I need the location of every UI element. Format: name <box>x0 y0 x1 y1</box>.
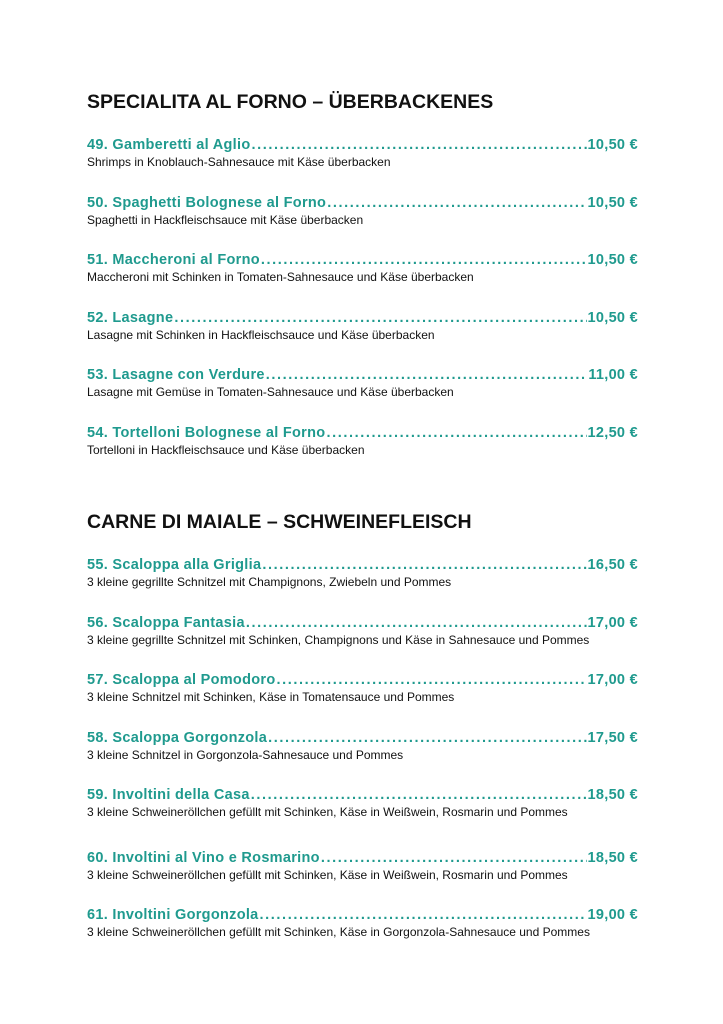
menu-item <box>87 729 638 787</box>
menu-item <box>87 786 638 844</box>
menu-item-name: 61. Involtini Gorgonzola <box>87 907 259 923</box>
menu-item-description: 3 kleine gegrillte Schnitzel mit Champignons, Zwiebeln und Pommes <box>87 575 452 589</box>
menu-item-title-row <box>87 849 638 867</box>
menu-item-title-row <box>87 251 638 269</box>
menu-item-description: 3 kleine Schweineröllchen gefüllt mit Schinken, Käse in Weißwein, Rosmarin und Pommes <box>87 805 568 819</box>
menu-item-price: 16,50 € <box>587 557 638 573</box>
menu-item-description: Shrimps in Knoblauch-Sahnesauce mit Käse überbacken <box>87 155 391 169</box>
menu-item <box>87 366 638 424</box>
menu-item-price: 17,50 € <box>587 729 638 746</box>
dot-leader <box>262 556 586 574</box>
menu-item <box>87 309 638 367</box>
menu-item-description: Lasagne mit Schinken in Hackfleischsauce und Käse überbacken <box>87 327 435 342</box>
menu-item <box>87 194 638 252</box>
menu-item-price: 17,00 € <box>587 614 638 631</box>
menu-item-name: 56. Scaloppa Fantasia <box>87 614 245 631</box>
dot-leader <box>252 136 587 154</box>
section-specialita-al-forno <box>87 87 638 481</box>
dot-leader <box>268 729 586 747</box>
menu-item <box>87 556 638 614</box>
menu-item-description: 3 kleine Schnitzel mit Schinken, Käse in Tomatensauce und Pommes <box>87 690 455 704</box>
menu-item-description: Lasagne mit Gemüse in Tomaten-Sahnesauce und Käse überbacken <box>87 385 454 399</box>
menu-item-price: 11,00 € <box>588 367 638 383</box>
menu-item-title-row <box>87 309 638 327</box>
menu-item-price: 18,50 € <box>587 849 638 866</box>
menu-item-description: Tortelloni in Hackfleischsauce und Käse überbacken <box>87 442 365 457</box>
menu-item-price: 10,50 € <box>587 309 638 326</box>
menu-item <box>87 849 638 907</box>
menu-item-title-row <box>87 671 638 689</box>
menu-item <box>87 424 638 482</box>
dot-leader <box>327 194 586 212</box>
menu-item-title-row <box>87 136 638 154</box>
menu-item <box>87 136 638 194</box>
dot-leader <box>246 614 587 632</box>
dot-leader <box>326 424 586 442</box>
dot-leader <box>266 366 588 384</box>
menu-item-title-row <box>87 614 638 632</box>
dot-leader <box>260 906 587 924</box>
section-heading: SPECIALITA AL FORNO – ÜBERBACKENES <box>87 91 494 113</box>
menu-item-name: 57. Scaloppa al Pomodoro <box>87 672 276 688</box>
dot-leader <box>261 251 587 269</box>
menu-item-title-row <box>87 424 638 442</box>
dot-leader <box>174 309 586 327</box>
menu-item <box>87 251 638 309</box>
menu-item-title-row <box>87 366 638 384</box>
dot-leader <box>277 671 587 689</box>
menu-item-title-row <box>87 786 638 804</box>
menu-item-name: 51. Maccheroni al Forno <box>87 252 260 268</box>
menu-item-price: 10,50 € <box>587 252 638 268</box>
menu-item-description: 3 kleine Schnitzel in Gorgonzola-Sahnesauce und Pommes <box>87 747 404 762</box>
menu-item-description: Spaghetti in Hackfleischsauce mit Käse überbacken <box>87 212 364 227</box>
dot-leader <box>321 849 587 867</box>
menu-item-title-row <box>87 556 638 574</box>
menu-item-description: 3 kleine gegrillte Schnitzel mit Schinken, Champignons und Käse in Sahnesauce und Pommes <box>87 632 590 647</box>
dot-leader <box>251 786 587 804</box>
menu-item-name: 60. Involtini al Vino e Rosmarino <box>87 849 320 866</box>
section-carne-di-maiale <box>87 507 638 964</box>
menu-item-name: 49. Gamberetti al Aglio <box>87 137 251 153</box>
menu-item-title-row <box>87 906 638 924</box>
menu-item-title-row <box>87 729 638 747</box>
menu-item-name: 54. Tortelloni Bolognese al Forno <box>87 424 326 441</box>
menu-item <box>87 671 638 729</box>
menu-item-name: 55. Scaloppa alla Griglia <box>87 557 262 573</box>
menu-item-name: 58. Scaloppa Gorgonzola <box>87 729 268 746</box>
menu-item-price: 10,50 € <box>587 137 638 153</box>
menu-item-title-row <box>87 194 638 212</box>
menu-item-description: 3 kleine Schweineröllchen gefüllt mit Schinken, Käse in Gorgonzola-Sahnesauce und Pommes <box>87 925 590 939</box>
menu-item <box>87 614 638 672</box>
menu-item-price: 17,00 € <box>587 672 638 688</box>
menu-item-description: 3 kleine Schweineröllchen gefüllt mit Schinken, Käse in Weißwein, Rosmarin und Pommes <box>87 867 568 882</box>
menu-item-name: 53. Lasagne con Verdure <box>87 367 265 383</box>
menu-item <box>87 906 638 964</box>
menu-item-price: 10,50 € <box>587 194 638 211</box>
menu-item-price: 18,50 € <box>587 787 638 803</box>
section-heading: CARNE DI MAIALE – SCHWEINEFLEISCH <box>87 511 472 533</box>
menu-item-price: 12,50 € <box>587 424 638 441</box>
menu-item-name: 52. Lasagne <box>87 309 174 326</box>
menu-item-name: 50. Spaghetti Bolognese al Forno <box>87 194 327 211</box>
menu-item-description: Maccheroni mit Schinken in Tomaten-Sahnesauce und Käse überbacken <box>87 270 474 284</box>
menu-item-name: 59. Involtini della Casa <box>87 787 250 803</box>
menu-item-price: 19,00 € <box>587 907 638 923</box>
